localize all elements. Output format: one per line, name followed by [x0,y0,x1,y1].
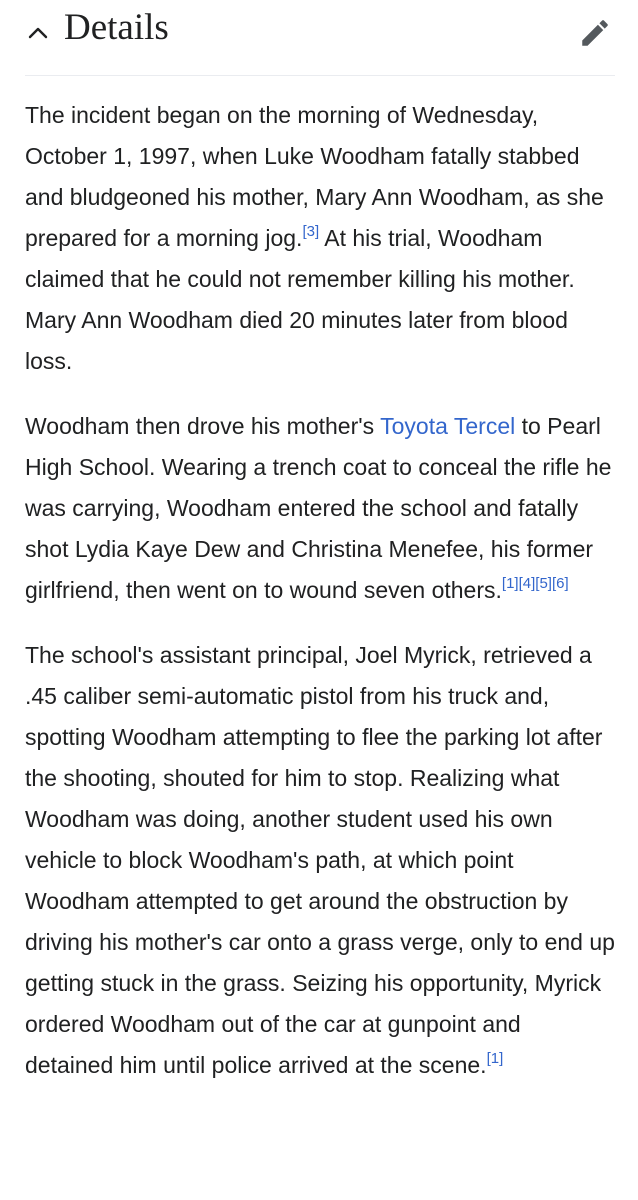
paragraph-2-text-b: to Pearl High School. Wearing a trench coat to conceal the rifle he was carrying, Woodham entered the school and fatally shot Lydia Kaye Dew and Christina Menefee, his former girlfriend, then went on to wound seven others. [25,413,612,603]
section-header [0,0,638,76]
chevron-up-icon[interactable] [26,20,50,44]
reference-1-link[interactable]: [1] [501,575,519,592]
paragraph-1-text-b: At his trial, Woodham claimed that he could not remember killing his mother. Mary Ann Woodham died 20 minutes later from blood loss. [25,225,575,374]
paragraph-2-text-a: Woodham then drove his mother's [25,413,381,439]
toyota-tercel-link[interactable]: Toyota Tercel [380,413,516,439]
reference-4-link[interactable]: [4] [518,575,536,592]
section-title: Details [64,7,169,48]
reference-1[interactable] [487,1050,504,1067]
reference-3-link[interactable]: [3] [302,223,320,240]
pencil-icon[interactable] [578,16,612,50]
paragraph-1 [25,95,615,382]
paragraph-3 [25,635,615,1086]
reference-group [502,575,569,592]
reference-6-link[interactable]: [6] [551,575,569,592]
section-content [25,95,615,1110]
paragraph-3-text: The school's assistant principal, Joel Myrick, retrieved a .45 caliber semi-automatic pistol from his truck and, spotting Woodham attempting to flee the parking lot after the shooting, shouted for him to stop. Realizing what Woodham was doing, another student used his own vehicle to block Woodham's path, at which point Woodham attempted to get around the obstruction by driving his mother's car onto a grass verge, only to end up getting stuck in the grass. Seizing his opportunity, Myrick ordered Woodham out of the car at gunpoint and detained him until police arrived at the scene. [25,642,615,1078]
reference-3[interactable] [302,223,319,240]
section-divider [25,75,615,76]
paragraph-1-text-a: The incident began on the morning of Wednesday, October 1, 1997, when Luke Woodham fatally stabbed and bludgeoned his mother, Mary Ann Woodham, as she prepared for a morning jog. [25,102,604,251]
reference-1-final-link[interactable]: [1] [486,1050,504,1067]
reference-5-link[interactable]: [5] [535,575,552,592]
paragraph-2 [25,406,615,611]
